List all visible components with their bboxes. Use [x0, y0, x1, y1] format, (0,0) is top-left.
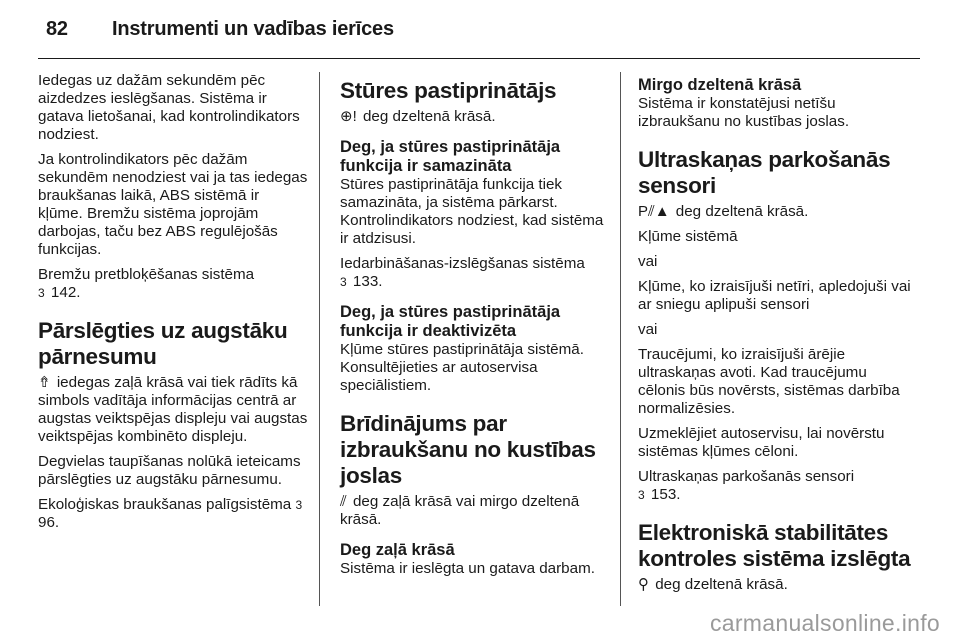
or-paragraph-1: vai	[638, 253, 658, 270]
eco-reference-text: Ekoloģiskas braukšanas palīgsistēma	[38, 496, 292, 513]
upshift-text: iedegas zaļā krāsā vai tiek rādīts kā simbols vadītāja informācijas centrā ar augstas veiktspējas displeju vai augstas veiktspējas kombinēto displeju.	[38, 374, 308, 445]
watermark: carmanualsonline.info	[709, 610, 940, 636]
lane-departure-heading: Brīdinājums par izbraukšanu no kustības joslas	[340, 411, 596, 488]
power-steering-paragraph	[340, 108, 610, 126]
column-divider-1	[319, 72, 320, 606]
service-paragraph: Uzmeklējiet autoservisu, lai novērstu sistēmas kļūmes cēloni.	[638, 425, 885, 460]
eco-reference-page[interactable]: 96.	[38, 514, 60, 531]
dirty-sensor-paragraph: Kļūme, ko izraisījuši netīri, apledojuši vai ar sniegu aplipuši sensori	[638, 278, 911, 313]
green-paragraph: Sistēma ir ieslēgta un gatava darbam.	[340, 560, 595, 577]
reference-arrow-icon: 3	[638, 488, 645, 502]
abs-fault-paragraph: Ja kontrolindikators pēc dažām sekundēm nenodziest vai ja tas iedegas braukšanas laikā, ABS sistēmā ir kļūme. Bremžu sistēma joprojām darbojas, taču bez ABS regulējošās funkcijas.	[38, 151, 308, 258]
lane-departure-paragraph	[340, 493, 610, 529]
page-header	[46, 18, 394, 41]
esc-off-heading: Elektroniskā stabilitātes kontroles sistēma izslēgta	[638, 520, 911, 571]
deactivated-heading: Deg, ja stūres pastiprinātāja funkcija ir deaktivizēta	[340, 303, 561, 340]
column-1	[38, 72, 308, 539]
abs-reference-page[interactable]: 142.	[50, 284, 81, 301]
ignition-reference	[340, 255, 610, 291]
green-heading: Deg zaļā krāsā	[340, 541, 455, 559]
parking-reference-page[interactable]: 153.	[650, 486, 681, 503]
abs-intro-paragraph: Iedegas uz dažām sekundēm pēc aizdedzes ieslēgšanas. Sistēma ir gatava lietošanai, kad kontrolindikators nodziest.	[38, 72, 300, 143]
upshift-arrow-icon: ⇮	[38, 374, 51, 391]
column-3	[638, 72, 914, 601]
esc-off-icon: ⚲	[638, 576, 649, 593]
fuel-saving-paragraph: Degvielas taupīšanas nolūkā ieteicams pārslēgties uz augstāku pārnesumu.	[38, 453, 301, 488]
parking-reference-text: Ultraskaņas parkošanās sensori	[638, 468, 855, 485]
reference-arrow-icon: 3	[38, 286, 45, 300]
column-2	[340, 72, 610, 585]
page-title: Instrumenti un vadības ierīces	[112, 18, 394, 40]
eco-reference	[38, 496, 308, 532]
reference-arrow-icon: 3	[295, 498, 303, 512]
upshift-heading: Pārslēgties uz augstāku pārnesumu	[38, 318, 288, 369]
parking-sensors-text: deg dzeltenā krāsā.	[675, 203, 809, 220]
ignition-reference-text: Iedarbināšanas-izslēgšanas sistēma	[340, 255, 585, 272]
yellow-blink-paragraph: Sistēma ir konstatējusi netīšu izbraukšanu no kustības joslas.	[638, 95, 850, 130]
parking-reference	[638, 468, 914, 504]
abs-reference	[38, 266, 308, 302]
power-steering-text: deg dzeltenā krāsā.	[362, 108, 496, 125]
deactivated-paragraph: Kļūme stūres pastiprinātāja sistēmā. Konsultējieties ar autoservisa speciālistiem.	[340, 341, 584, 394]
esc-off-paragraph	[638, 576, 914, 594]
reduced-function-heading: Deg, ja stūres pastiprinātāja funkcija ir samazināta	[340, 138, 561, 175]
power-steering-heading: Stūres pastiprinātājs	[340, 78, 557, 103]
reference-arrow-icon: 3	[340, 275, 347, 289]
header-rule	[38, 58, 920, 59]
parking-sensor-icon: P⫽▲	[638, 203, 670, 220]
ignition-reference-page[interactable]: 133.	[352, 273, 383, 290]
reduced-function-paragraph: Stūres pastiprinātāja funkcija tiek samazināta, ja sistēma pārkarst. Kontrolindikators nodziest, kad sistēma ir atdzisusi.	[340, 176, 604, 247]
power-steering-icon: ⊕!	[340, 108, 357, 125]
lane-departure-icon: ⫽	[340, 493, 347, 510]
lane-departure-text: deg zaļā krāsā vai mirgo dzeltenā krāsā.	[340, 493, 580, 528]
parking-sensors-heading: Ultraskaņas parkošanās sensori	[638, 147, 891, 198]
column-divider-2	[620, 72, 621, 606]
interference-paragraph: Traucējumi, ko izraisījuši ārējie ultraskaņas avoti. Kad traucējumu cēlonis būs novērsts, sistēmas darbība normalizēsies.	[638, 346, 900, 417]
fault-paragraph: Kļūme sistēmā	[638, 228, 738, 245]
page-number: 82	[46, 18, 68, 40]
parking-sensors-paragraph	[638, 203, 914, 221]
upshift-paragraph	[38, 374, 308, 446]
or-paragraph-2: vai	[638, 321, 658, 338]
yellow-blink-heading: Mirgo dzeltenā krāsā	[638, 76, 802, 94]
abs-reference-text: Bremžu pretbloķēšanas sistēma	[38, 266, 255, 283]
esc-off-text: deg dzeltenā krāsā.	[655, 576, 788, 593]
